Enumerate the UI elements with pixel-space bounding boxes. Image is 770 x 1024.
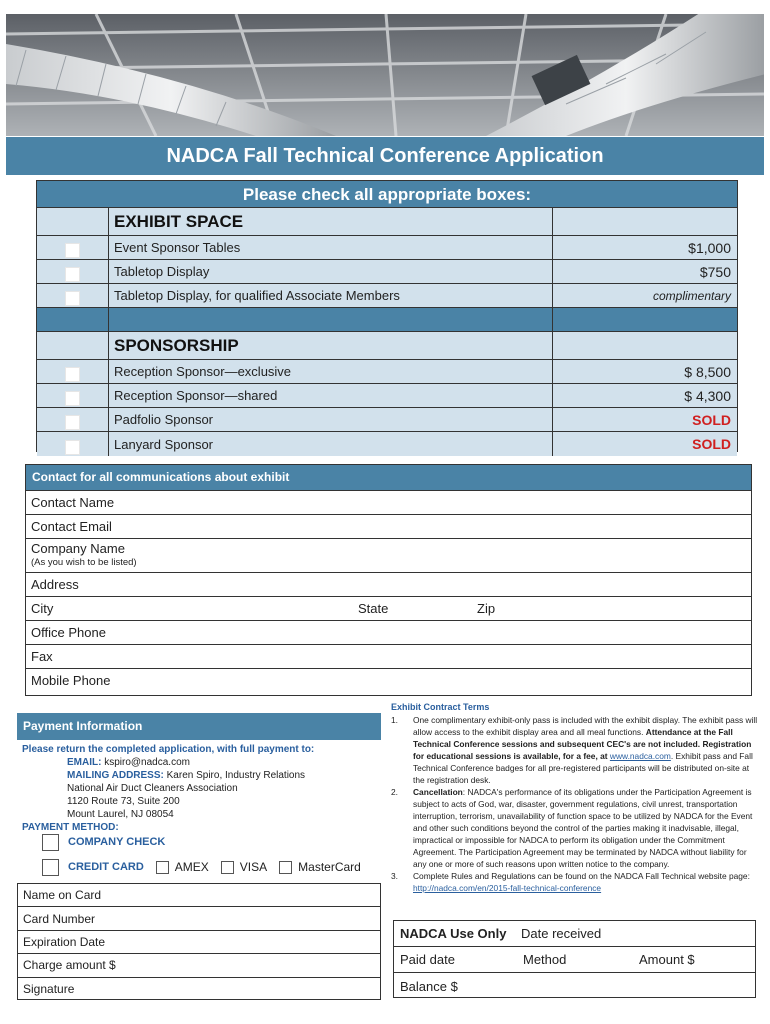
amex-checkbox[interactable] [156,861,169,874]
options-heading: Please check all appropriate boxes: [37,181,737,208]
option-label: Tabletop Display, for qualified Associate Members [109,284,553,307]
term-item [391,714,761,786]
mailing-label: MAILING ADDRESS: [67,770,164,781]
office-row [394,947,755,973]
option-row [37,360,737,384]
reception-shared-checkbox[interactable] [65,391,80,406]
sold-badge: SOLD [553,408,737,431]
option-price: $ 4,300 [553,384,737,407]
option-label: Reception Sponsor—shared [109,384,553,407]
reception-exclusive-checkbox[interactable] [65,367,80,382]
city-state-zip-row[interactable] [26,596,751,620]
payment-heading: Payment Information [17,713,381,740]
term-text-bold: Attendance at the Fall Technical Conference sessions and subsequent CEC's are not included. Registration for educational sessions is available, for a fee, at [413,727,752,761]
visa-checkbox[interactable] [221,861,234,874]
balance-label: Balance $ [400,978,458,994]
contact-section [25,464,752,696]
contact-heading: Contact for all communications about exhibit [26,465,751,490]
option-price: $1,000 [553,236,737,259]
payment-method-label: PAYMENT METHOD: [22,822,119,833]
field-label: Office Phone [31,625,106,640]
field-label: Mobile Phone [31,673,111,688]
option-label: Lanyard Sponsor [109,432,553,456]
field-label: Expiration Date [23,934,106,949]
mastercard-checkbox[interactable] [279,861,292,874]
field-label: Company Name [31,540,125,556]
company-check-label: COMPANY CHECK [68,836,166,848]
mailing-line: Mount Laurel, NJ 08054 [67,809,174,820]
lanyard-sponsor-checkbox[interactable] [65,440,80,455]
charge-amount-field[interactable] [18,954,380,977]
zip-label: Zip [477,601,496,616]
page-title: NADCA Fall Technical Conference Application [6,137,764,175]
option-row [37,384,737,408]
name-on-card-field[interactable] [18,884,380,907]
mobile-phone-field[interactable] [26,668,751,692]
contact-email-field[interactable] [26,514,751,538]
term-item [391,786,761,870]
expiration-date-field[interactable] [18,931,380,954]
office-phone-field[interactable] [26,620,751,644]
state-label: State [358,601,389,616]
card-details-box [17,883,381,1000]
field-label: Signature [23,982,75,997]
option-price: complimentary [553,284,737,307]
mastercard-label: MasterCard [298,860,361,874]
email-label: EMAIL: [67,757,102,768]
options-table [36,180,738,452]
amex-label: AMEX [174,860,209,874]
term-number: 1. [391,715,398,725]
option-label: Tabletop Display [109,260,553,283]
padfolio-sponsor-checkbox[interactable] [65,415,80,430]
contact-name-field[interactable] [26,490,751,514]
term-text: : NADCA's performance of its obligations under the Participation Agreement is subject to acts of God, war, disaster, government regulations, civil unrest, transportation interruption, terrorism, unavailability of function space to be utilized by NADCA for the Event and other such conditions beyond the control of the parties making it inadvisable, illegal, impractical or impossible for NADCA to perform its obligation under the Commitment Agreement. The Participation Agreement may be terminated by NADCA without liability for any one or more of such reasons upon written notice to the company. [413,787,753,869]
tabletop-associate-checkbox[interactable] [65,291,80,306]
option-label: Reception Sponsor—exclusive [109,360,553,383]
nadca-link[interactable]: www.nadca.com [609,751,671,761]
method-label: Method [523,952,567,967]
exhibit-section-row [37,208,737,236]
email-value: kspiro@nadca.com [104,757,190,768]
option-row [37,408,737,432]
field-label: Contact Name [31,495,115,510]
company-check-checkbox[interactable] [42,834,59,851]
date-received-label: Date received [521,926,602,941]
mailing-line: Karen Spiro, Industry Relations [166,770,306,781]
option-label: Padfolio Sponsor [109,408,553,431]
sold-badge: SOLD [553,432,737,456]
tabletop-display-checkbox[interactable] [65,267,80,282]
fax-field[interactable] [26,644,751,668]
field-label: Fax [31,649,53,664]
option-label: Event Sponsor Tables [109,236,553,259]
field-label: Contact Email [31,519,112,534]
cancellation-label: Cancellation [413,787,463,797]
office-title: NADCA Use Only [400,926,507,941]
event-sponsor-tables-checkbox[interactable] [65,243,80,258]
signature-field[interactable] [18,978,380,1001]
visa-label: VISA [239,860,268,874]
term-number: 2. [391,787,398,797]
option-price: $750 [553,260,737,283]
term-text: One complimentary exhibit-only pass is included with the exhibit display. The exhibit pass will allow access to the exhibit display area and all meal functions. [413,715,758,737]
term-item [391,870,761,894]
option-price: $ 8,500 [553,360,737,383]
office-row [394,973,755,999]
office-row [394,921,755,947]
option-row [37,236,737,260]
field-label: Card Number [23,911,96,926]
option-row [37,284,737,308]
field-label: Address [31,577,79,592]
credit-card-checkbox[interactable] [42,859,59,876]
sponsorship-section-row [37,332,737,360]
company-name-field[interactable] [26,538,751,572]
card-number-field[interactable] [18,907,380,930]
credit-card-label: CREDIT CARD [68,861,144,873]
term-text: Complete Rules and Regulations can be found on the NADCA Fall Technical website page: [413,871,750,881]
option-row [37,432,737,456]
exhibit-space-title: EXHIBIT SPACE [109,208,553,235]
paid-date-label: Paid date [400,952,455,967]
term-number: 3. [391,871,398,881]
sponsorship-title: SPONSORSHIP [109,332,553,359]
field-label: Name on Card [23,888,102,903]
option-row [37,260,737,284]
conference-link[interactable]: http://nadca.com/en/2015-fall-technical-conference [413,883,602,893]
return-note: Please return the completed application, with full payment to: [22,744,315,755]
office-use-box [393,920,756,998]
amount-label: Amount $ [639,952,695,967]
section-separator [37,308,737,332]
mailing-line: 1120 Route 73, Suite 200 [67,796,180,807]
field-label: Charge amount $ [23,958,116,973]
terms-title: Exhibit Contract Terms [391,702,490,712]
payment-info [22,743,382,876]
header-photo [6,14,764,136]
field-sublabel: (As you wish to be listed) [31,556,137,568]
city-label: City [31,601,54,616]
term-text: . Exhibit pass and Fall Technical Conference badges for all pre-registered participants will be distributed on-site at the registration desk. [413,751,753,785]
contract-terms [391,701,761,894]
address-field[interactable] [26,572,751,596]
mailing-line: National Air Duct Cleaners Association [67,783,238,794]
